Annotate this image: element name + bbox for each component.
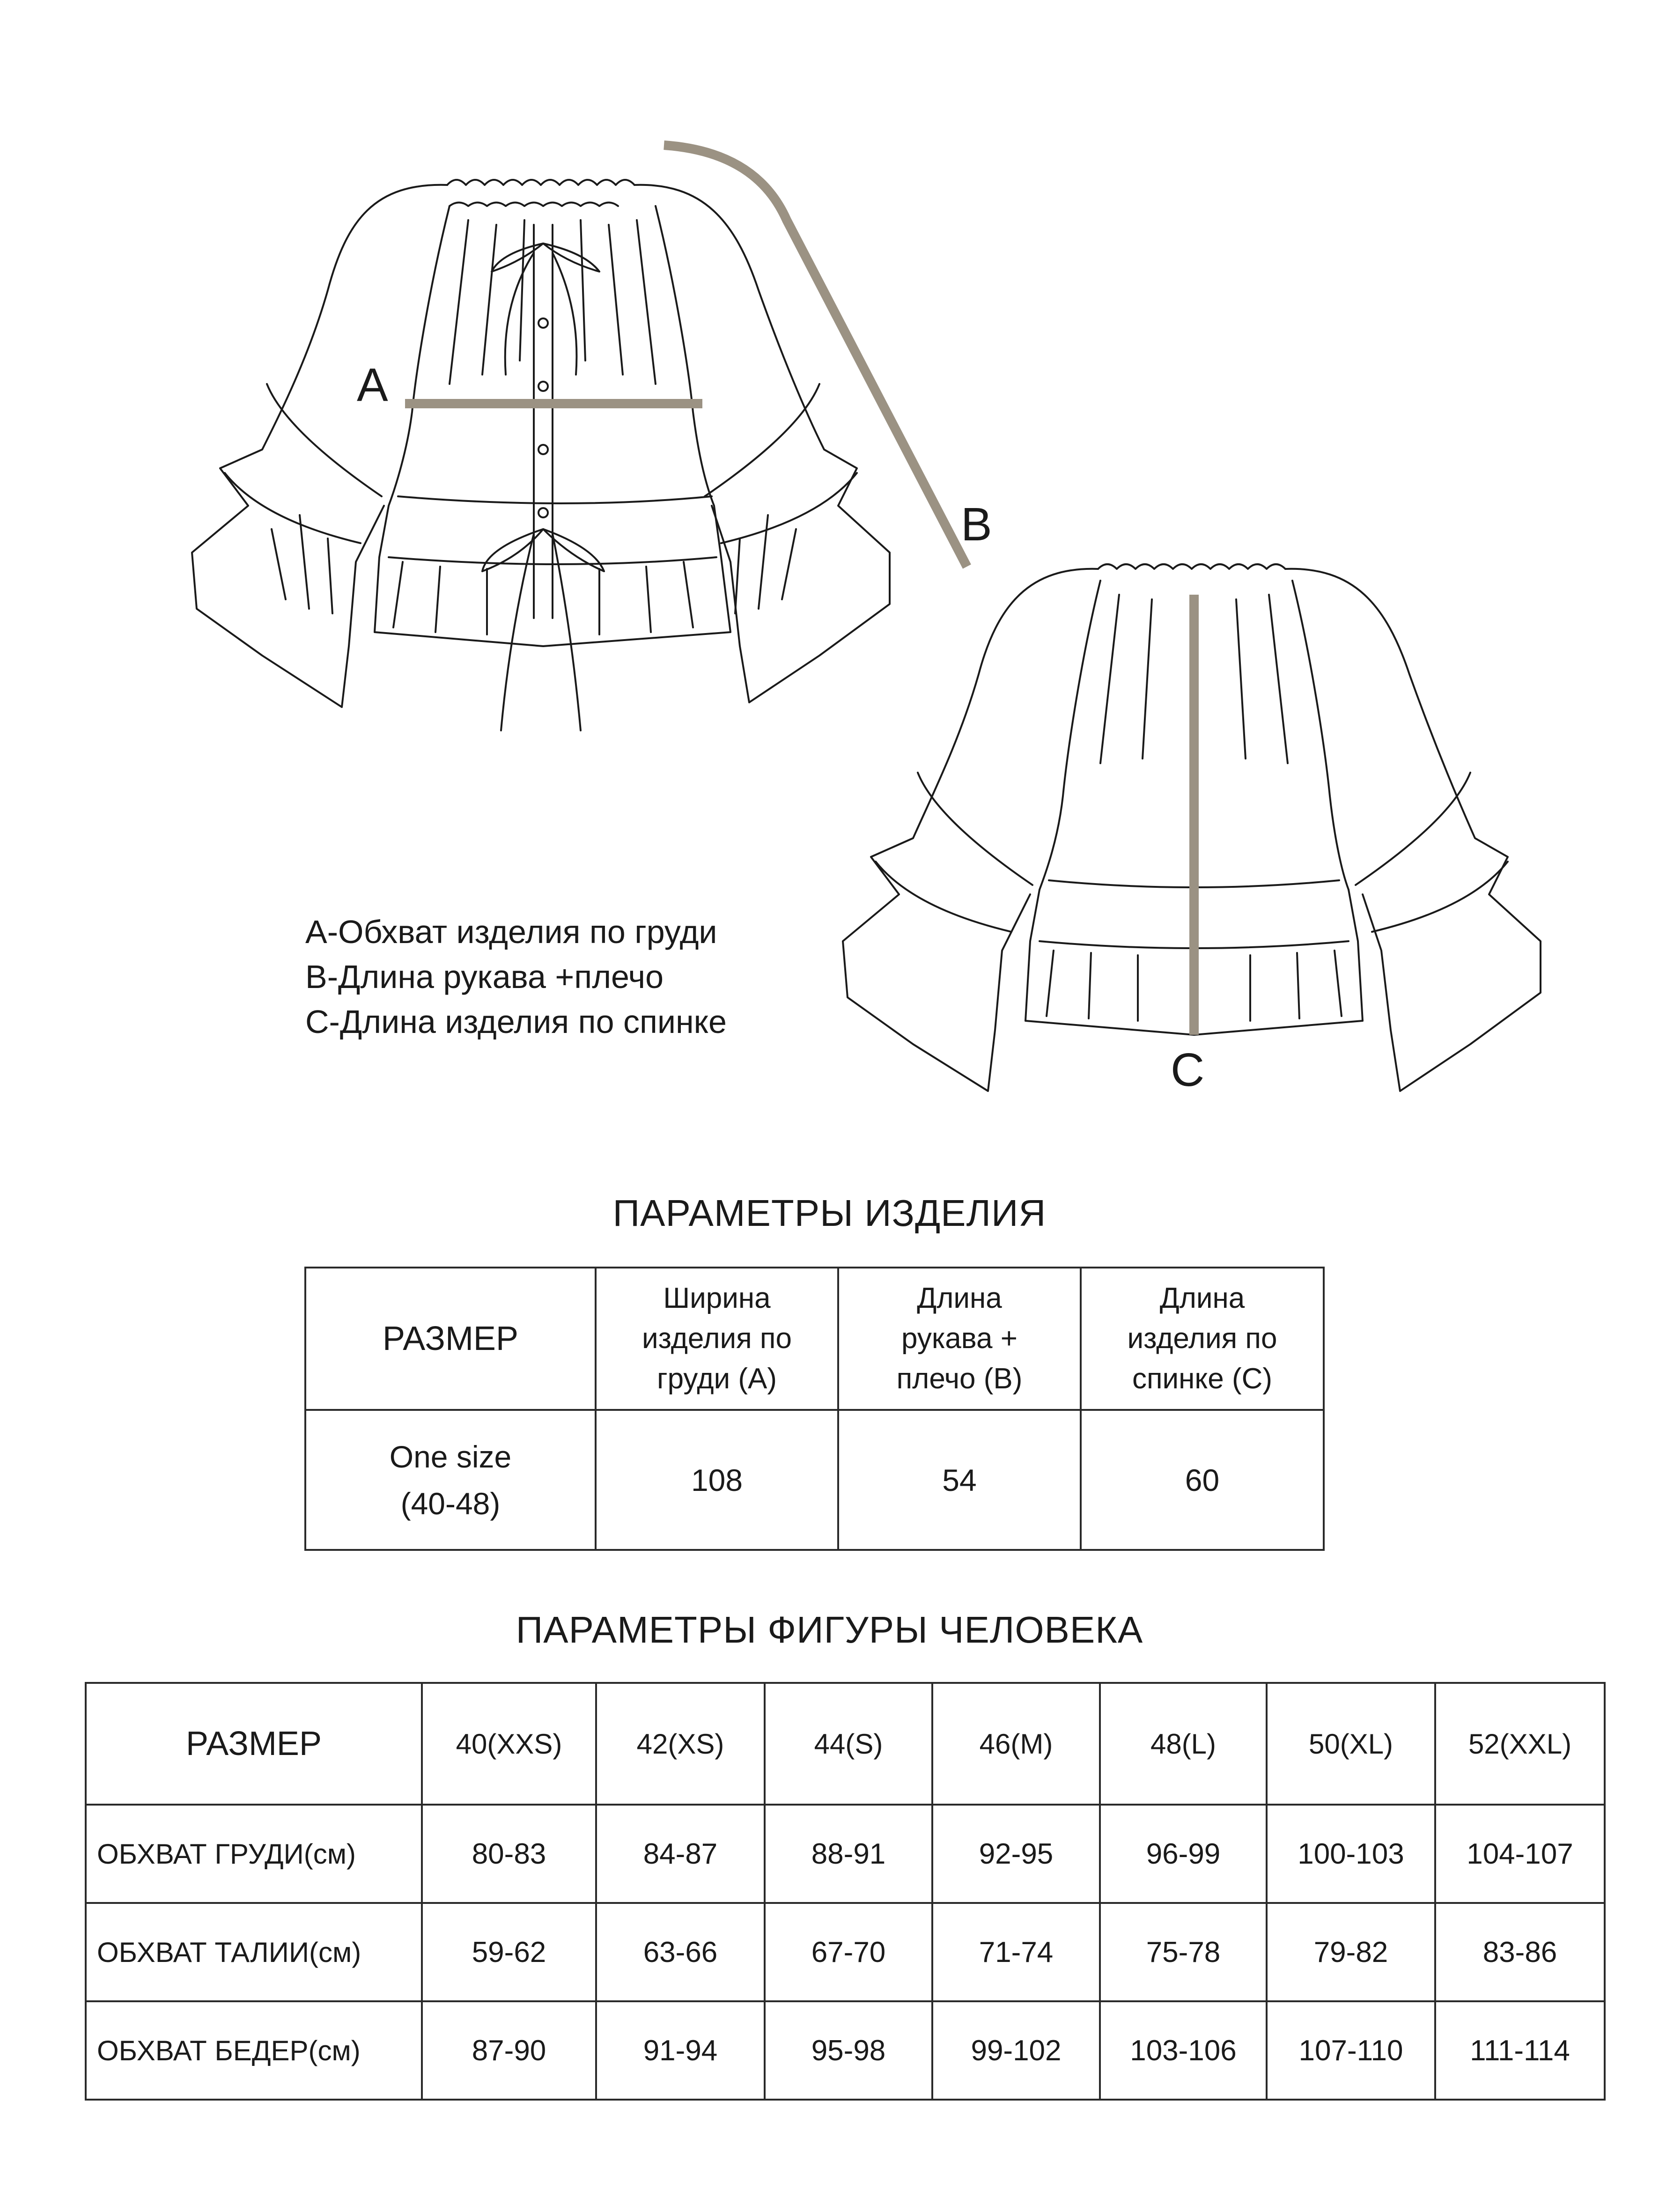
header-size: РАЗМЕР xyxy=(305,1268,596,1410)
table-cell: 75-78 xyxy=(1100,1903,1267,2001)
table-cell: 83-86 xyxy=(1435,1903,1605,2001)
table-cell: 87-90 xyxy=(422,2001,596,2100)
product-params-table xyxy=(304,1267,1325,1551)
table-row xyxy=(86,2001,1605,2100)
value-c: 60 xyxy=(1081,1410,1324,1550)
measure-line-b xyxy=(664,145,967,567)
table-cell: 80-83 xyxy=(422,1805,596,1903)
row-label-hips: ОБХВАТ БЕДЕР(см) xyxy=(86,2001,422,2100)
legend-item-b: В-Длина рукава +плечо xyxy=(305,959,664,995)
value-b: 54 xyxy=(838,1410,1081,1550)
header-chest-width: Ширина изделия по груди (А) xyxy=(596,1268,838,1410)
table-cell: 91-94 xyxy=(596,2001,765,2100)
table-header-row xyxy=(86,1683,1605,1805)
table-cell: 67-70 xyxy=(765,1903,932,2001)
table-cell: 100-103 xyxy=(1267,1805,1435,1903)
legend-item-a: А-Обхват изделия по груди xyxy=(305,914,717,950)
body-params-title: ПАРАМЕТРЫ ФИГУРЫ ЧЕЛОВЕКА xyxy=(516,1609,1143,1651)
size-header: 52(XXL) xyxy=(1435,1683,1605,1805)
table-cell: 99-102 xyxy=(932,2001,1100,2100)
table-cell: 107-110 xyxy=(1267,2001,1435,2100)
table-cell: 88-91 xyxy=(765,1805,932,1903)
table-cell: 103-106 xyxy=(1100,2001,1267,2100)
table-cell: 92-95 xyxy=(932,1805,1100,1903)
size-header: 44(S) xyxy=(765,1683,932,1805)
row-label-chest: ОБХВАТ ГРУДИ(см) xyxy=(86,1805,422,1903)
table-cell: 79-82 xyxy=(1267,1903,1435,2001)
legend-item-c: С-Длина изделия по спинке xyxy=(305,1003,727,1040)
marker-a: A xyxy=(357,359,388,411)
table-cell: 111-114 xyxy=(1435,2001,1605,2100)
size-header: 40(XXS) xyxy=(422,1683,596,1805)
table-cell: 96-99 xyxy=(1100,1805,1267,1903)
size-cell: One size (40-48) xyxy=(305,1410,596,1550)
body-params-table xyxy=(85,1682,1606,2101)
table-row xyxy=(305,1410,1324,1550)
size-header: 46(M) xyxy=(932,1683,1100,1805)
size-header: 48(L) xyxy=(1100,1683,1267,1805)
front-view-drawing xyxy=(192,180,890,730)
table-cell: 59-62 xyxy=(422,1903,596,2001)
table-cell: 63-66 xyxy=(596,1903,765,2001)
marker-c: C xyxy=(1171,1044,1205,1096)
table-cell: 95-98 xyxy=(765,2001,932,2100)
table-row xyxy=(86,1805,1605,1903)
size-header: 42(XS) xyxy=(596,1683,765,1805)
header-sleeve-length: Длина рукава + плечо (В) xyxy=(838,1268,1081,1410)
table-row xyxy=(86,1903,1605,2001)
table-cell: 84-87 xyxy=(596,1805,765,1903)
table-cell: 71-74 xyxy=(932,1903,1100,2001)
table-header-row xyxy=(305,1268,1324,1410)
size-header: 50(XL) xyxy=(1267,1683,1435,1805)
row-label-waist: ОБХВАТ ТАЛИИ(см) xyxy=(86,1903,422,2001)
marker-b: B xyxy=(961,498,992,551)
product-params-title: ПАРАМЕТРЫ ИЗДЕЛИЯ xyxy=(612,1192,1047,1234)
table-cell: 104-107 xyxy=(1435,1805,1605,1903)
value-a: 108 xyxy=(596,1410,838,1550)
header-size: РАЗМЕР xyxy=(86,1683,422,1805)
measurement-legend xyxy=(305,909,727,1044)
header-back-length: Длина изделия по спинке (С) xyxy=(1081,1268,1324,1410)
